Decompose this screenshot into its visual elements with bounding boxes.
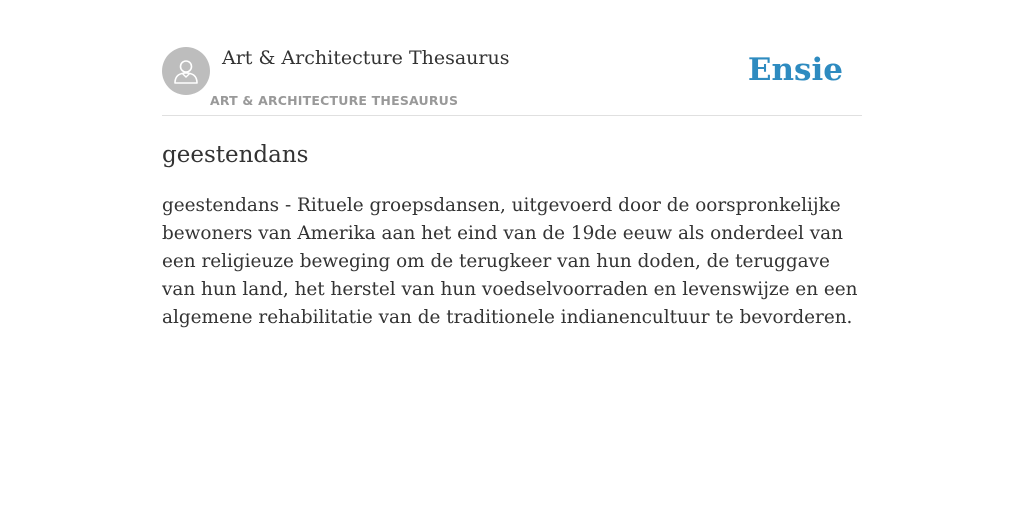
entry-term: geestendans xyxy=(162,142,309,168)
source-avatar[interactable] xyxy=(162,47,210,95)
entry-definition: geestendans - Rituele groepsdansen, uitgevoerd door de oorspronkelijke bewoners van Amerika aan het eind van de 19de eeuw als onderdeel van een religieuze beweging om de terugkeer van hun doden, de teruggave van hun land, het herstel van hun voedselvoorraden en levenswijze en een algemene rehabilitatie van de traditionele indianencultuur te bevorderen. xyxy=(162,195,858,328)
entry-card xyxy=(162,0,862,328)
ensie-logo-link[interactable]: Ensie xyxy=(747,52,843,88)
source-subtitle: ART & ARCHITECTURE THESAURUS xyxy=(210,93,459,108)
user-icon xyxy=(171,56,201,86)
source-title-link[interactable]: Art & Architecture Thesaurus xyxy=(222,47,510,69)
entry-header xyxy=(162,0,862,116)
